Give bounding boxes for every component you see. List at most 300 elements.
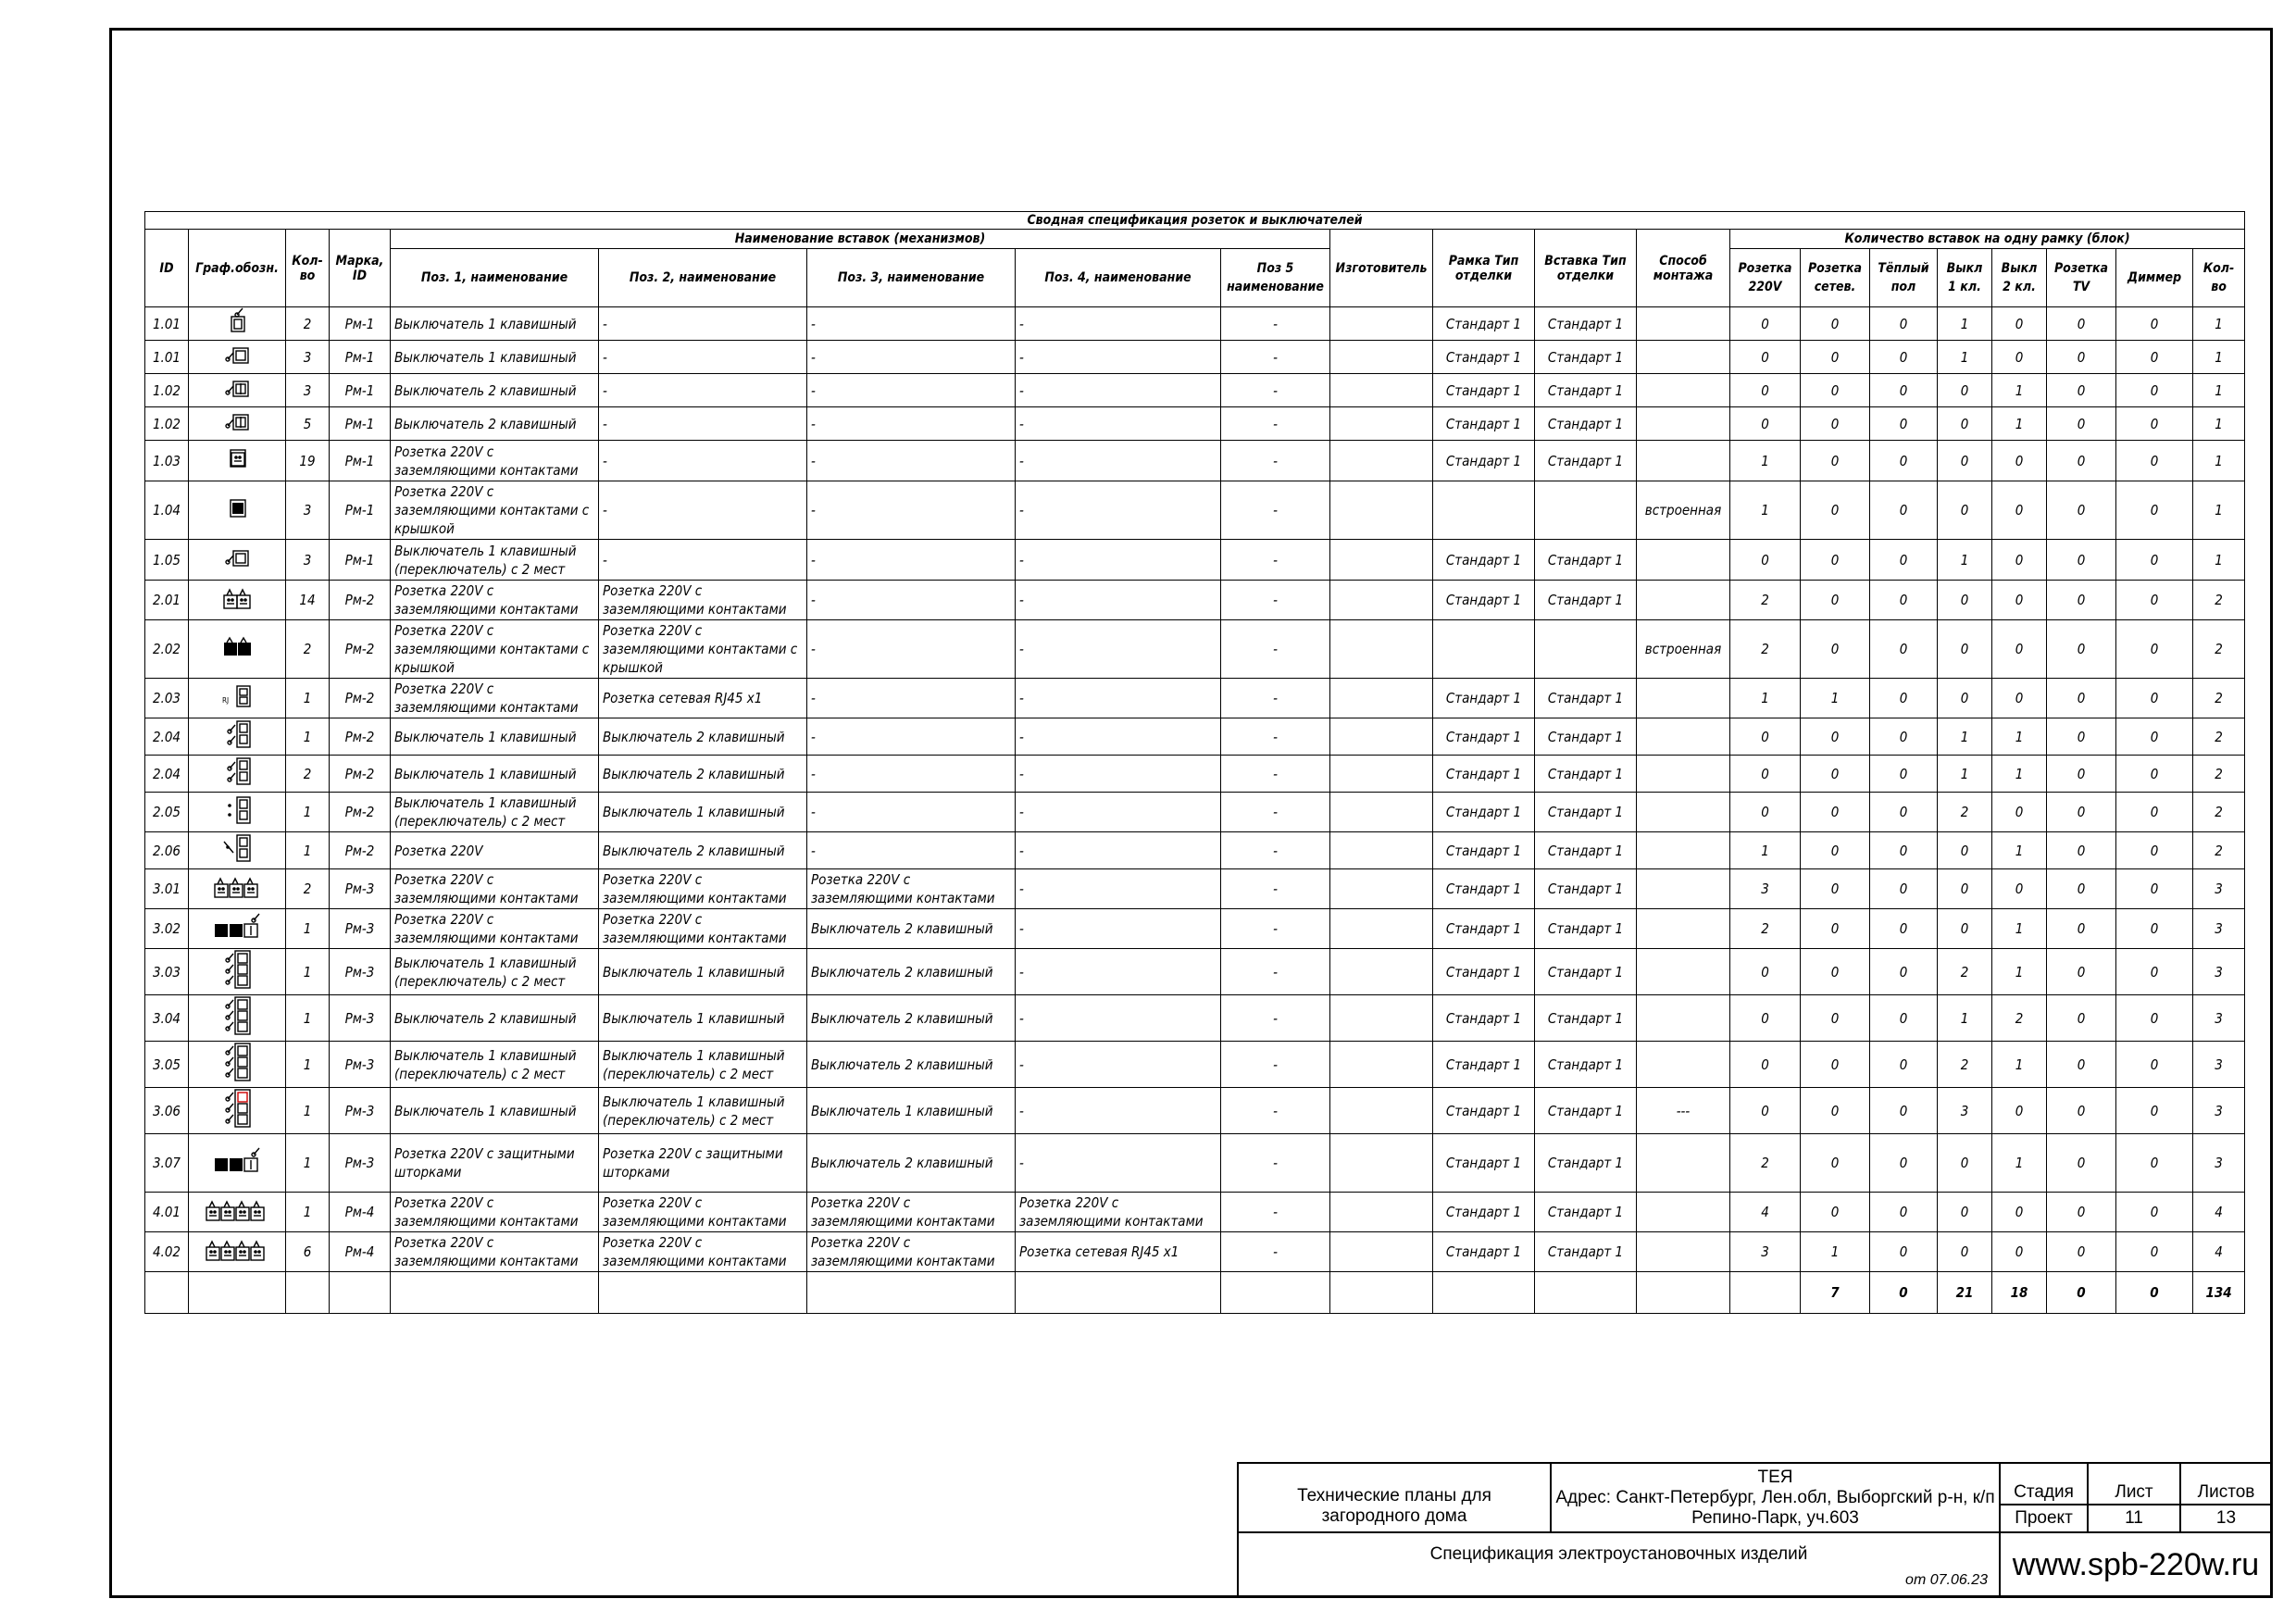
table-row — [145, 793, 2245, 832]
cell-cfloor: 0 — [1870, 1134, 1938, 1193]
cell-csw1: 1 — [1938, 756, 1992, 793]
site-link[interactable]: www.spb-220w.ru — [1999, 1531, 2273, 1598]
cell-p4: - — [1016, 1042, 1221, 1088]
cell-p3: Выключатель 2 клавишный — [807, 1042, 1016, 1088]
cell-frame: Стандарт 1 — [1433, 869, 1535, 909]
table-row — [145, 540, 2245, 581]
cell-mark: Рм-1 — [330, 441, 391, 481]
table-row — [145, 1134, 2245, 1193]
cell-mount — [1637, 1042, 1730, 1088]
cell-p1: Выключатель 1 клавишный (переключатель) с 2 мест — [391, 793, 599, 832]
cell-cqty: 3 — [2193, 995, 2245, 1042]
cell-p3: - — [807, 407, 1016, 441]
cell-p3: Выключатель 1 клавишный — [807, 1088, 1016, 1134]
cell-mark: Рм-3 — [330, 909, 391, 949]
cell-csw1: 0 — [1938, 909, 1992, 949]
cell-mount — [1637, 832, 1730, 869]
cell-p5: - — [1221, 949, 1330, 995]
cell-cqty: 2 — [2193, 581, 2245, 620]
cell-csw2: 0 — [1992, 441, 2047, 481]
cell-p3: Розетка 220V с заземляющими контактами — [807, 1232, 1016, 1272]
cell-mark: Рм-3 — [330, 995, 391, 1042]
cell-csw1: 2 — [1938, 1042, 1992, 1088]
wiring-symbol-icon — [218, 756, 256, 787]
cell-frame: Стандарт 1 — [1433, 374, 1535, 407]
cell-p2: Розетка 220V с заземляющими контактами — [599, 1193, 807, 1232]
cell-csw2: 1 — [1992, 374, 2047, 407]
cell-c220: 0 — [1730, 718, 1801, 756]
cell-p1: Выключатель 1 клавишный (переключатель) с 2 мест — [391, 949, 599, 995]
cell-ctv: 0 — [2047, 718, 2116, 756]
cell-qty: 2 — [286, 756, 330, 793]
symbol-cell — [189, 1088, 286, 1134]
cell-insert: Стандарт 1 — [1535, 793, 1637, 832]
cell-mark: Рм-4 — [330, 1193, 391, 1232]
symbol-cell — [189, 540, 286, 581]
cell-p1: Розетка 220V с заземляющими контактами — [391, 1232, 599, 1272]
table-row — [145, 307, 2245, 341]
cell-p2: - — [599, 407, 807, 441]
cell-mount — [1637, 1134, 1730, 1193]
cell-id: 3.03 — [145, 949, 189, 995]
cell-id: 2.06 — [145, 832, 189, 869]
cell-p2: Выключатель 1 клавишный (переключатель) с 2 мест — [599, 1042, 807, 1088]
cell-p3: - — [807, 793, 1016, 832]
cell-mark: Рм-3 — [330, 1134, 391, 1193]
col-insert: Вставка Тип отделки — [1535, 230, 1637, 307]
cell-ctv: 0 — [2047, 341, 2116, 374]
cell-p4: - — [1016, 909, 1221, 949]
cell-qty: 1 — [286, 793, 330, 832]
cell-cqty: 2 — [2193, 832, 2245, 869]
cell-cnet: 0 — [1801, 540, 1870, 581]
cell-p2: - — [599, 341, 807, 374]
stamp-doc-title-cell — [1237, 1531, 2001, 1598]
cell-mount — [1637, 307, 1730, 341]
cell-p3: Выключатель 2 клавишный — [807, 995, 1016, 1042]
cell-csw1: 0 — [1938, 620, 1992, 679]
col-ctv: Розетка TV — [2047, 249, 2116, 307]
cell-p1: Розетка 220V с заземляющими контактами — [391, 679, 599, 718]
cell-mount — [1637, 756, 1730, 793]
cell-p3: - — [807, 679, 1016, 718]
cell-cqty: 3 — [2193, 1042, 2245, 1088]
cell-insert: Стандарт 1 — [1535, 407, 1637, 441]
cell-maker — [1330, 793, 1433, 832]
wiring-symbol-icon — [218, 307, 256, 335]
doc-date: от 07.06.23 — [1905, 1572, 1988, 1588]
cell-p1: Выключатель 2 клавишный — [391, 995, 599, 1042]
table-header-row — [145, 249, 2245, 307]
cell-mount — [1637, 718, 1730, 756]
cell-ctv: 0 — [2047, 374, 2116, 407]
cell-maker — [1330, 1193, 1433, 1232]
cell-cfloor: 0 — [1870, 832, 1938, 869]
cell-cnet: 0 — [1801, 869, 1870, 909]
cell-mark: Рм-2 — [330, 581, 391, 620]
col-p1: Поз. 1, наименование — [391, 249, 599, 307]
cell-p3: - — [807, 718, 1016, 756]
cell-id: 4.01 — [145, 1193, 189, 1232]
stamp-project-type — [1237, 1462, 1552, 1533]
table-row — [145, 481, 2245, 540]
total-csw1: 21 — [1938, 1272, 1992, 1314]
cell-p3: Выключатель 2 клавишный — [807, 949, 1016, 995]
cell-cdim: 0 — [2116, 1042, 2193, 1088]
cell-cdim: 0 — [2116, 540, 2193, 581]
doc-title: Спецификация электроустановочных изделий — [1429, 1544, 1808, 1564]
cell-mark: Рм-3 — [330, 949, 391, 995]
cell-c220: 0 — [1730, 1042, 1801, 1088]
cell-p1: Выключатель 1 клавишный (переключатель) с 2 мест — [391, 540, 599, 581]
cell-csw1: 0 — [1938, 1232, 1992, 1272]
cell-p5: - — [1221, 1232, 1330, 1272]
cell-maker — [1330, 995, 1433, 1042]
wiring-symbol-icon — [218, 444, 256, 472]
col-c220: Розетка 220V — [1730, 249, 1801, 307]
col-p4: Поз. 4, наименование — [1016, 249, 1221, 307]
col-csw2: Выкл 2 кл. — [1992, 249, 2047, 307]
cell-id: 1.01 — [145, 341, 189, 374]
cell-csw2: 0 — [1992, 869, 2047, 909]
cell-cqty: 1 — [2193, 407, 2245, 441]
cell-frame: Стандарт 1 — [1433, 832, 1535, 869]
table-title-row — [145, 212, 2245, 230]
cell-maker — [1330, 869, 1433, 909]
stamp-stage: Проект — [1999, 1504, 2089, 1533]
cell-mark: Рм-2 — [330, 793, 391, 832]
cell-id: 3.06 — [145, 1088, 189, 1134]
cell-csw1: 3 — [1938, 1088, 1992, 1134]
stamp-client — [1550, 1462, 2001, 1533]
cell-maker — [1330, 756, 1433, 793]
cell-p5: - — [1221, 581, 1330, 620]
cell-maker — [1330, 620, 1433, 679]
cell-p2: - — [599, 307, 807, 341]
cell-ctv: 0 — [2047, 1232, 2116, 1272]
cell-insert: Стандарт 1 — [1535, 1088, 1637, 1134]
cell-p4: - — [1016, 756, 1221, 793]
cell-cfloor: 0 — [1870, 756, 1938, 793]
cell-p3: - — [807, 307, 1016, 341]
symbol-cell — [189, 718, 286, 756]
cell-cnet: 0 — [1801, 620, 1870, 679]
cell-insert: Стандарт 1 — [1535, 581, 1637, 620]
cell-p5: - — [1221, 679, 1330, 718]
cell-csw2: 1 — [1992, 1042, 2047, 1088]
cell-id: 3.05 — [145, 1042, 189, 1088]
wiring-symbol-icon — [218, 794, 256, 826]
symbol-cell — [189, 869, 286, 909]
cell-p1: Розетка 220V с заземляющими контактами — [391, 1193, 599, 1232]
cell-p4: Розетка 220V с заземляющими контактами — [1016, 1193, 1221, 1232]
cell-p4: - — [1016, 1088, 1221, 1134]
symbol-cell — [189, 832, 286, 869]
cell-cdim: 0 — [2116, 1232, 2193, 1272]
cell-cdim: 0 — [2116, 441, 2193, 481]
cell-cfloor: 0 — [1870, 793, 1938, 832]
cell-mark: Рм-2 — [330, 832, 391, 869]
cell-cdim: 0 — [2116, 481, 2193, 540]
cell-p3: Выключатель 2 клавишный — [807, 1134, 1016, 1193]
cell-cqty: 2 — [2193, 756, 2245, 793]
cell-p4: - — [1016, 407, 1221, 441]
cell-frame: Стандарт 1 — [1433, 949, 1535, 995]
cell-p2: - — [599, 481, 807, 540]
cell-p1: Розетка 220V — [391, 832, 599, 869]
cell-c220: 1 — [1730, 441, 1801, 481]
col-mark: Марка, ID — [330, 230, 391, 307]
cell-maker — [1330, 718, 1433, 756]
cell-p3: - — [807, 374, 1016, 407]
cell-insert: Стандарт 1 — [1535, 756, 1637, 793]
cell-insert: Стандарт 1 — [1535, 374, 1637, 407]
cell-c220: 0 — [1730, 407, 1801, 441]
cell-id: 2.03 — [145, 679, 189, 718]
spec-table — [144, 211, 2245, 1314]
cell-cfloor: 0 — [1870, 718, 1938, 756]
cell-mount — [1637, 441, 1730, 481]
cell-qty: 5 — [286, 407, 330, 441]
symbol-cell — [189, 679, 286, 718]
cell-cnet: 0 — [1801, 756, 1870, 793]
cell-cqty: 2 — [2193, 620, 2245, 679]
table-row — [145, 581, 2245, 620]
table-row — [145, 756, 2245, 793]
symbol-cell — [189, 1042, 286, 1088]
cell-cfloor: 0 — [1870, 679, 1938, 718]
cell-csw2: 2 — [1992, 995, 2047, 1042]
cell-csw2: 0 — [1992, 540, 2047, 581]
wiring-symbol-icon — [204, 1236, 270, 1264]
cell-insert: Стандарт 1 — [1535, 341, 1637, 374]
cell-maker — [1330, 949, 1433, 995]
cell-cfloor: 0 — [1870, 1232, 1938, 1272]
cell-ctv: 0 — [2047, 869, 2116, 909]
cell-p1: Розетка 220V с заземляющими контактами — [391, 581, 599, 620]
cell-c220: 1 — [1730, 679, 1801, 718]
cell-cdim: 0 — [2116, 1088, 2193, 1134]
cell-csw2: 0 — [1992, 679, 2047, 718]
cell-ctv: 0 — [2047, 679, 2116, 718]
cell-p1: Выключатель 2 клавишный — [391, 407, 599, 441]
symbol-cell — [189, 1193, 286, 1232]
cell-id: 2.01 — [145, 581, 189, 620]
cell-cdim: 0 — [2116, 307, 2193, 341]
cell-mark: Рм-4 — [330, 1232, 391, 1272]
cell-insert: Стандарт 1 — [1535, 540, 1637, 581]
wiring-symbol-icon — [218, 374, 256, 402]
col-frame: Рамка Тип отделки — [1433, 230, 1535, 307]
cell-insert: Стандарт 1 — [1535, 1232, 1637, 1272]
wiring-symbol-icon — [218, 949, 256, 990]
cell-csw2: 1 — [1992, 756, 2047, 793]
cell-cqty: 3 — [2193, 949, 2245, 995]
cell-p1: Выключатель 1 клавишный — [391, 756, 599, 793]
cell-ctv: 0 — [2047, 995, 2116, 1042]
cell-p5: - — [1221, 1042, 1330, 1088]
cell-mount — [1637, 374, 1730, 407]
total-csw2: 18 — [1992, 1272, 2047, 1314]
cell-cnet: 0 — [1801, 718, 1870, 756]
cell-csw2: 1 — [1992, 832, 2047, 869]
cell-frame: Стандарт 1 — [1433, 581, 1535, 620]
cell-c220: 3 — [1730, 869, 1801, 909]
cell-mark: Рм-1 — [330, 307, 391, 341]
cell-insert: Стандарт 1 — [1535, 832, 1637, 869]
cell-id: 1.04 — [145, 481, 189, 540]
table-row — [145, 995, 2245, 1042]
client-name: ТЕЯ — [1757, 1467, 1793, 1487]
cell-p5: - — [1221, 793, 1330, 832]
wiring-symbol-icon — [218, 543, 256, 571]
cell-csw2: 0 — [1992, 620, 2047, 679]
cell-insert: Стандарт 1 — [1535, 869, 1637, 909]
cell-insert: Стандарт 1 — [1535, 679, 1637, 718]
wiring-symbol-icon — [218, 718, 256, 750]
cell-p1: Выключатель 1 клавишный — [391, 1088, 599, 1134]
cell-cqty: 3 — [2193, 1134, 2245, 1193]
cell-p2: Розетка 220V с заземляющими контактами — [599, 869, 807, 909]
cell-cqty: 3 — [2193, 869, 2245, 909]
cell-p5: - — [1221, 1088, 1330, 1134]
wiring-symbol-icon — [204, 1196, 270, 1224]
cell-p2: Выключатель 1 клавишный — [599, 995, 807, 1042]
cell-p5: - — [1221, 540, 1330, 581]
wiring-symbol-icon — [218, 633, 256, 661]
cell-csw2: 0 — [1992, 1088, 2047, 1134]
cell-mark: Рм-3 — [330, 869, 391, 909]
cell-cnet: 0 — [1801, 995, 1870, 1042]
symbol-cell — [189, 620, 286, 679]
table-row — [145, 341, 2245, 374]
cell-cdim: 0 — [2116, 756, 2193, 793]
cell-p5: - — [1221, 832, 1330, 869]
cell-cfloor: 0 — [1870, 481, 1938, 540]
col-mount: Способ монтажа — [1637, 230, 1730, 307]
cell-maker — [1330, 407, 1433, 441]
cell-cnet: 0 — [1801, 1042, 1870, 1088]
cell-qty: 1 — [286, 718, 330, 756]
cell-c220: 1 — [1730, 832, 1801, 869]
cell-p1: Розетка 220V с защитными шторками — [391, 1134, 599, 1193]
cell-mark: Рм-1 — [330, 341, 391, 374]
cell-mark: Рм-1 — [330, 407, 391, 441]
cell-p2: Выключатель 2 клавишный — [599, 832, 807, 869]
cell-maker — [1330, 909, 1433, 949]
symbol-cell — [189, 341, 286, 374]
cell-p1: Розетка 220V с заземляющими контактами — [391, 441, 599, 481]
cell-qty: 3 — [286, 374, 330, 407]
cell-p3: - — [807, 581, 1016, 620]
cell-c220: 0 — [1730, 307, 1801, 341]
cell-cdim: 0 — [2116, 679, 2193, 718]
cell-id: 1.03 — [145, 441, 189, 481]
cell-csw2: 1 — [1992, 949, 2047, 995]
cell-cnet: 0 — [1801, 374, 1870, 407]
cell-csw2: 1 — [1992, 407, 2047, 441]
table-row — [145, 374, 2245, 407]
cell-mark: Рм-1 — [330, 481, 391, 540]
cell-ctv: 0 — [2047, 909, 2116, 949]
cell-p4: - — [1016, 341, 1221, 374]
cell-cnet: 0 — [1801, 441, 1870, 481]
cell-p3: - — [807, 481, 1016, 540]
cell-c220: 0 — [1730, 374, 1801, 407]
cell-qty: 1 — [286, 1042, 330, 1088]
cell-frame: Стандарт 1 — [1433, 995, 1535, 1042]
cell-cqty: 1 — [2193, 481, 2245, 540]
cell-ctv: 0 — [2047, 441, 2116, 481]
table-group-row — [145, 230, 2245, 249]
cell-p1: Розетка 220V с заземляющими контактами с крышкой — [391, 620, 599, 679]
cell-mount: встроенная — [1637, 620, 1730, 679]
cell-cqty: 3 — [2193, 1088, 2245, 1134]
cell-mount: --- — [1637, 1088, 1730, 1134]
cell-insert: Стандарт 1 — [1535, 307, 1637, 341]
cell-mark: Рм-3 — [330, 1042, 391, 1088]
cell-p3: Розетка 220V с заземляющими контактами — [807, 1193, 1016, 1232]
stamp-sheet-label: Лист — [2087, 1462, 2181, 1505]
cell-frame: Стандарт 1 — [1433, 793, 1535, 832]
cell-p2: Розетка 220V с заземляющими контактами — [599, 1232, 807, 1272]
total-cnet: 7 — [1801, 1272, 1870, 1314]
cell-p4: - — [1016, 869, 1221, 909]
wiring-symbol-icon — [218, 1042, 256, 1082]
cell-c220: 2 — [1730, 1134, 1801, 1193]
cell-qty: 19 — [286, 441, 330, 481]
cell-cnet: 0 — [1801, 481, 1870, 540]
cell-c220: 2 — [1730, 909, 1801, 949]
cell-cdim: 0 — [2116, 793, 2193, 832]
wiring-symbol-icon — [218, 1088, 256, 1129]
cell-csw2: 0 — [1992, 307, 2047, 341]
cell-p2: - — [599, 441, 807, 481]
cell-p1: Розетка 220V с заземляющими контактами с крышкой — [391, 481, 599, 540]
project-type-text: Технические планы для загородного дома — [1297, 1485, 1491, 1526]
cell-p3: - — [807, 341, 1016, 374]
cell-csw1: 0 — [1938, 407, 1992, 441]
cell-cfloor: 0 — [1870, 1042, 1938, 1088]
cell-c220: 0 — [1730, 1088, 1801, 1134]
cell-p4: - — [1016, 832, 1221, 869]
cell-p1: Выключатель 1 клавишный — [391, 718, 599, 756]
cell-csw1: 2 — [1938, 949, 1992, 995]
cell-csw1: 1 — [1938, 341, 1992, 374]
table-row — [145, 718, 2245, 756]
cell-maker — [1330, 1042, 1433, 1088]
cell-cdim: 0 — [2116, 341, 2193, 374]
symbol-cell — [189, 909, 286, 949]
cell-p3: - — [807, 756, 1016, 793]
wiring-symbol-icon — [211, 873, 263, 901]
cell-ctv: 0 — [2047, 832, 2116, 869]
col-cdim: Диммер — [2116, 249, 2193, 307]
cell-csw2: 1 — [1992, 909, 2047, 949]
cell-cnet: 0 — [1801, 1088, 1870, 1134]
cell-id: 2.04 — [145, 718, 189, 756]
cell-frame: Стандарт 1 — [1433, 1042, 1535, 1088]
cell-p4: - — [1016, 620, 1221, 679]
cell-mount — [1637, 581, 1730, 620]
cell-id: 2.05 — [145, 793, 189, 832]
cell-id: 4.02 — [145, 1232, 189, 1272]
cell-p2: Розетка сетевая RJ45 x1 — [599, 679, 807, 718]
cell-cdim: 0 — [2116, 995, 2193, 1042]
cell-csw2: 0 — [1992, 1232, 2047, 1272]
cell-cfloor: 0 — [1870, 1193, 1938, 1232]
symbol-cell — [189, 793, 286, 832]
